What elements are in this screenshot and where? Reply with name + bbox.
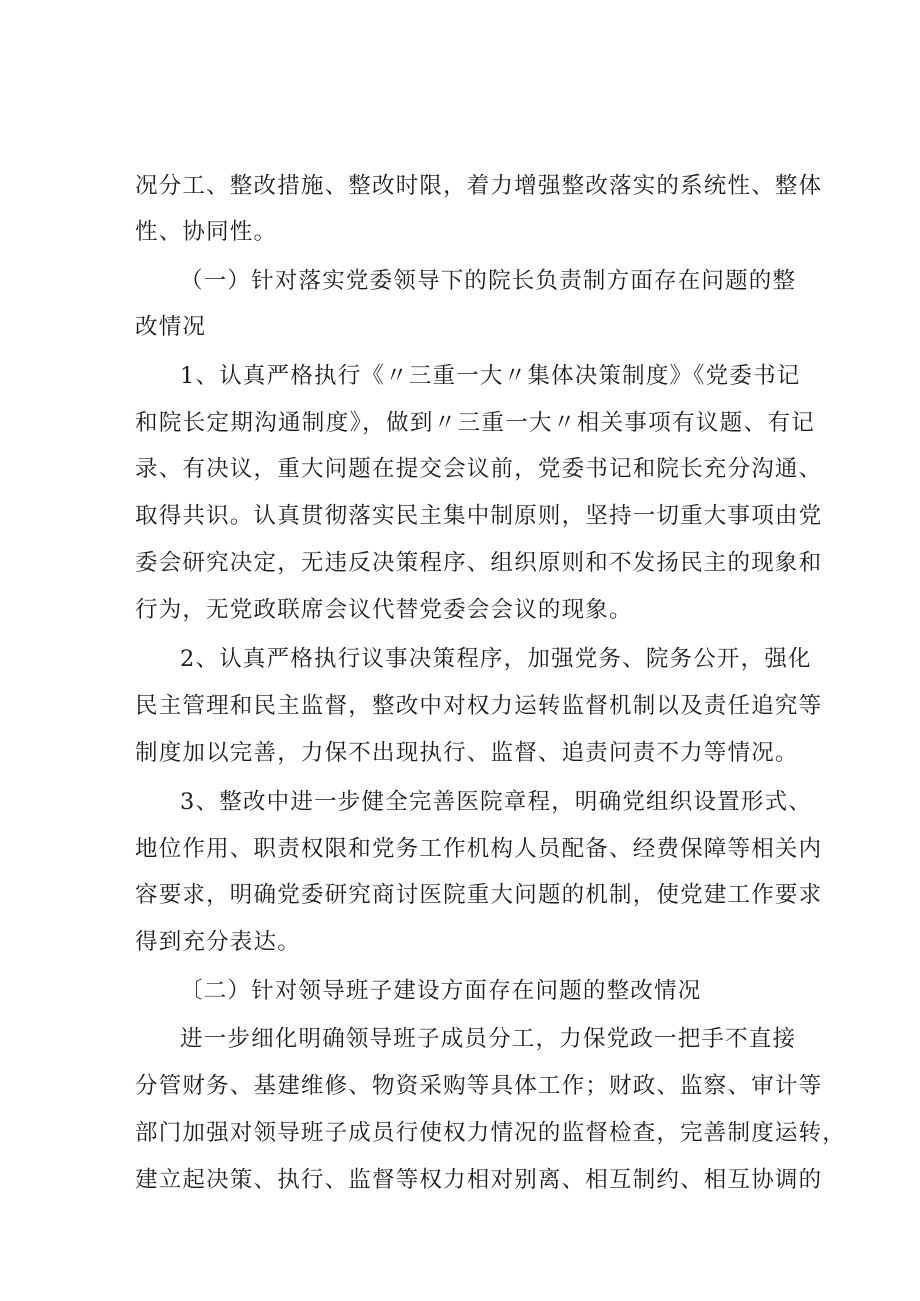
section-2-line-4: 建立起决策、执行、监督等权力相对别离、相互制约、相互协调的: [135, 1167, 823, 1193]
section-heading-2: 〔二）针对领导班子建设方面存在问题的整改情况: [180, 978, 702, 1004]
item-2-line-1: 2、认真严格执行议事决策程序，加强党务、院务公开，强化: [180, 646, 812, 672]
section-heading-1-line-1: （一）针对落实党委领导下的院长负责制方面存在问题的整: [180, 268, 797, 294]
item-1-line-5: 委会研究决定，无违反决策程序、组织原则和不发扬民主的现象和: [135, 550, 823, 576]
section-heading-1-line-2: 改情况: [135, 314, 207, 340]
text-line-1: 况分工、整改措施、整改时限，着力增强整改落实的系统性、整体: [135, 173, 823, 199]
text-line-2: 性、协同性。: [135, 219, 278, 245]
item-3-line-1: 3、整改中进一步健全完善医院章程，明确党组织设置形式、: [180, 789, 812, 815]
item-1-line-3: 录、有决议，重大问题在提交会议前，党委书记和院长充分沟通、: [135, 456, 823, 482]
item-1-line-6: 行为，无党政联席会议代替党委会会议的现象。: [135, 597, 633, 623]
section-2-line-1: 进一步细化明确领导班子成员分工，力保党政一把手不直接: [180, 1026, 797, 1052]
section-2-line-3: 部门加强对领导班子成员行使权力情况的监督检查，完善制度运转，: [135, 1120, 847, 1146]
item-1-line-1: 1、认真严格执行《〃三重一大〃集体决策制度》《党委书记: [180, 363, 801, 389]
item-3-line-3: 容要求，明确党委研究商讨医院重大问题的机制，使党建工作要求: [135, 882, 823, 908]
item-1-line-2: 和院长定期沟通制度》，做到〃三重一大〃相关事项有议题、有记: [135, 410, 815, 436]
item-3-line-4: 得到充分表达。: [135, 929, 301, 955]
item-2-line-2: 民主管理和民主监督，整改中对权力运转监督机制以及责任追究等: [135, 693, 823, 719]
item-3-line-2: 地位作用、职责权限和党务工作机构人员配备、经费保障等相关内: [135, 836, 823, 862]
item-2-line-3: 制度加以完善，力保不出现执行、监督、追责问责不力等情况。: [135, 740, 799, 766]
item-1-line-4: 取得共识。认真贯彻落实民主集中制原则，坚持一切重大事项由党: [135, 503, 823, 529]
section-2-line-2: 分管财务、基建维修、物资采购等具体工作；财政、监察、审计等: [135, 1073, 823, 1099]
